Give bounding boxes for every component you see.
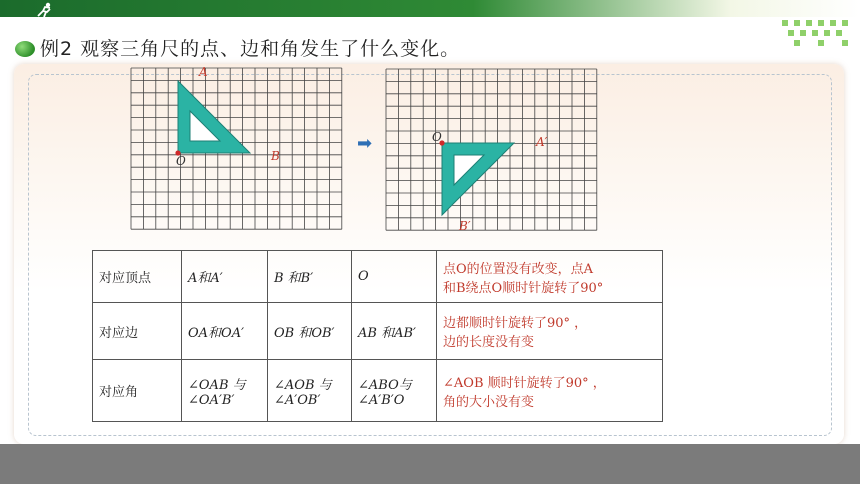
desc-line: 边都顺时针旋转了90° ， bbox=[443, 316, 588, 331]
label-a-prime: A′ bbox=[536, 135, 548, 149]
row-head: 对应顶点 bbox=[93, 251, 182, 303]
left-grid-figure bbox=[130, 67, 345, 231]
desc-line: 和B绕点O顺时针旋转了90° bbox=[443, 280, 604, 296]
cell: OA和OA′ bbox=[182, 303, 268, 360]
label-b: B bbox=[271, 149, 280, 163]
row-head: 对应边 bbox=[93, 303, 182, 360]
desc-line: 边的长度没有变 bbox=[443, 335, 535, 350]
bottom-bar bbox=[0, 444, 860, 484]
description-cell bbox=[437, 360, 663, 422]
cell: A和A′ bbox=[182, 251, 268, 303]
table-row bbox=[93, 360, 663, 422]
arrow-right-icon: ➡ bbox=[357, 133, 373, 154]
cell-line: ∠A′OB′ bbox=[274, 392, 321, 408]
label-a: A bbox=[199, 67, 208, 79]
right-grid-figure bbox=[385, 68, 600, 232]
runner-icon bbox=[34, 2, 56, 18]
cell-line: ∠A′B′O bbox=[358, 392, 405, 408]
triangle-original bbox=[178, 81, 250, 153]
cell: OB 和OB′ bbox=[268, 303, 352, 360]
page-title: 例2 观察三角尺的点、边和角发生了什么变化。 bbox=[40, 38, 461, 60]
cell bbox=[352, 360, 437, 422]
label-o-rotated: O bbox=[432, 130, 442, 144]
row-head: 对应角 bbox=[93, 360, 182, 422]
cell: B 和B′ bbox=[268, 251, 352, 303]
comparison-table bbox=[92, 250, 663, 422]
title-bullet-icon bbox=[15, 41, 35, 57]
cell bbox=[182, 360, 268, 422]
desc-line: ∠AOB 顺时针旋转了90° ， bbox=[443, 375, 606, 391]
cell-line: ∠OAB 与 bbox=[188, 377, 246, 393]
cell-line: ∠OA′B′ bbox=[188, 392, 235, 408]
cell: O bbox=[352, 251, 437, 303]
cell-line: ∠ABO与 bbox=[358, 377, 412, 393]
label-b-prime: B′ bbox=[459, 219, 471, 232]
decor-dots bbox=[780, 18, 850, 48]
cell-line: ∠AOB 与 bbox=[274, 377, 332, 393]
description-cell bbox=[437, 251, 663, 303]
top-bar bbox=[0, 0, 860, 17]
cell: AB 和AB′ bbox=[352, 303, 437, 360]
desc-line: 角的大小没有变 bbox=[443, 394, 535, 410]
triangle-rotated bbox=[442, 143, 514, 215]
table-row bbox=[93, 303, 663, 360]
cell bbox=[268, 360, 352, 422]
description-cell bbox=[437, 303, 663, 360]
desc-line: 点O的位置没有改变，点A bbox=[443, 261, 594, 277]
table-row bbox=[93, 251, 663, 303]
label-o: O bbox=[176, 154, 186, 168]
